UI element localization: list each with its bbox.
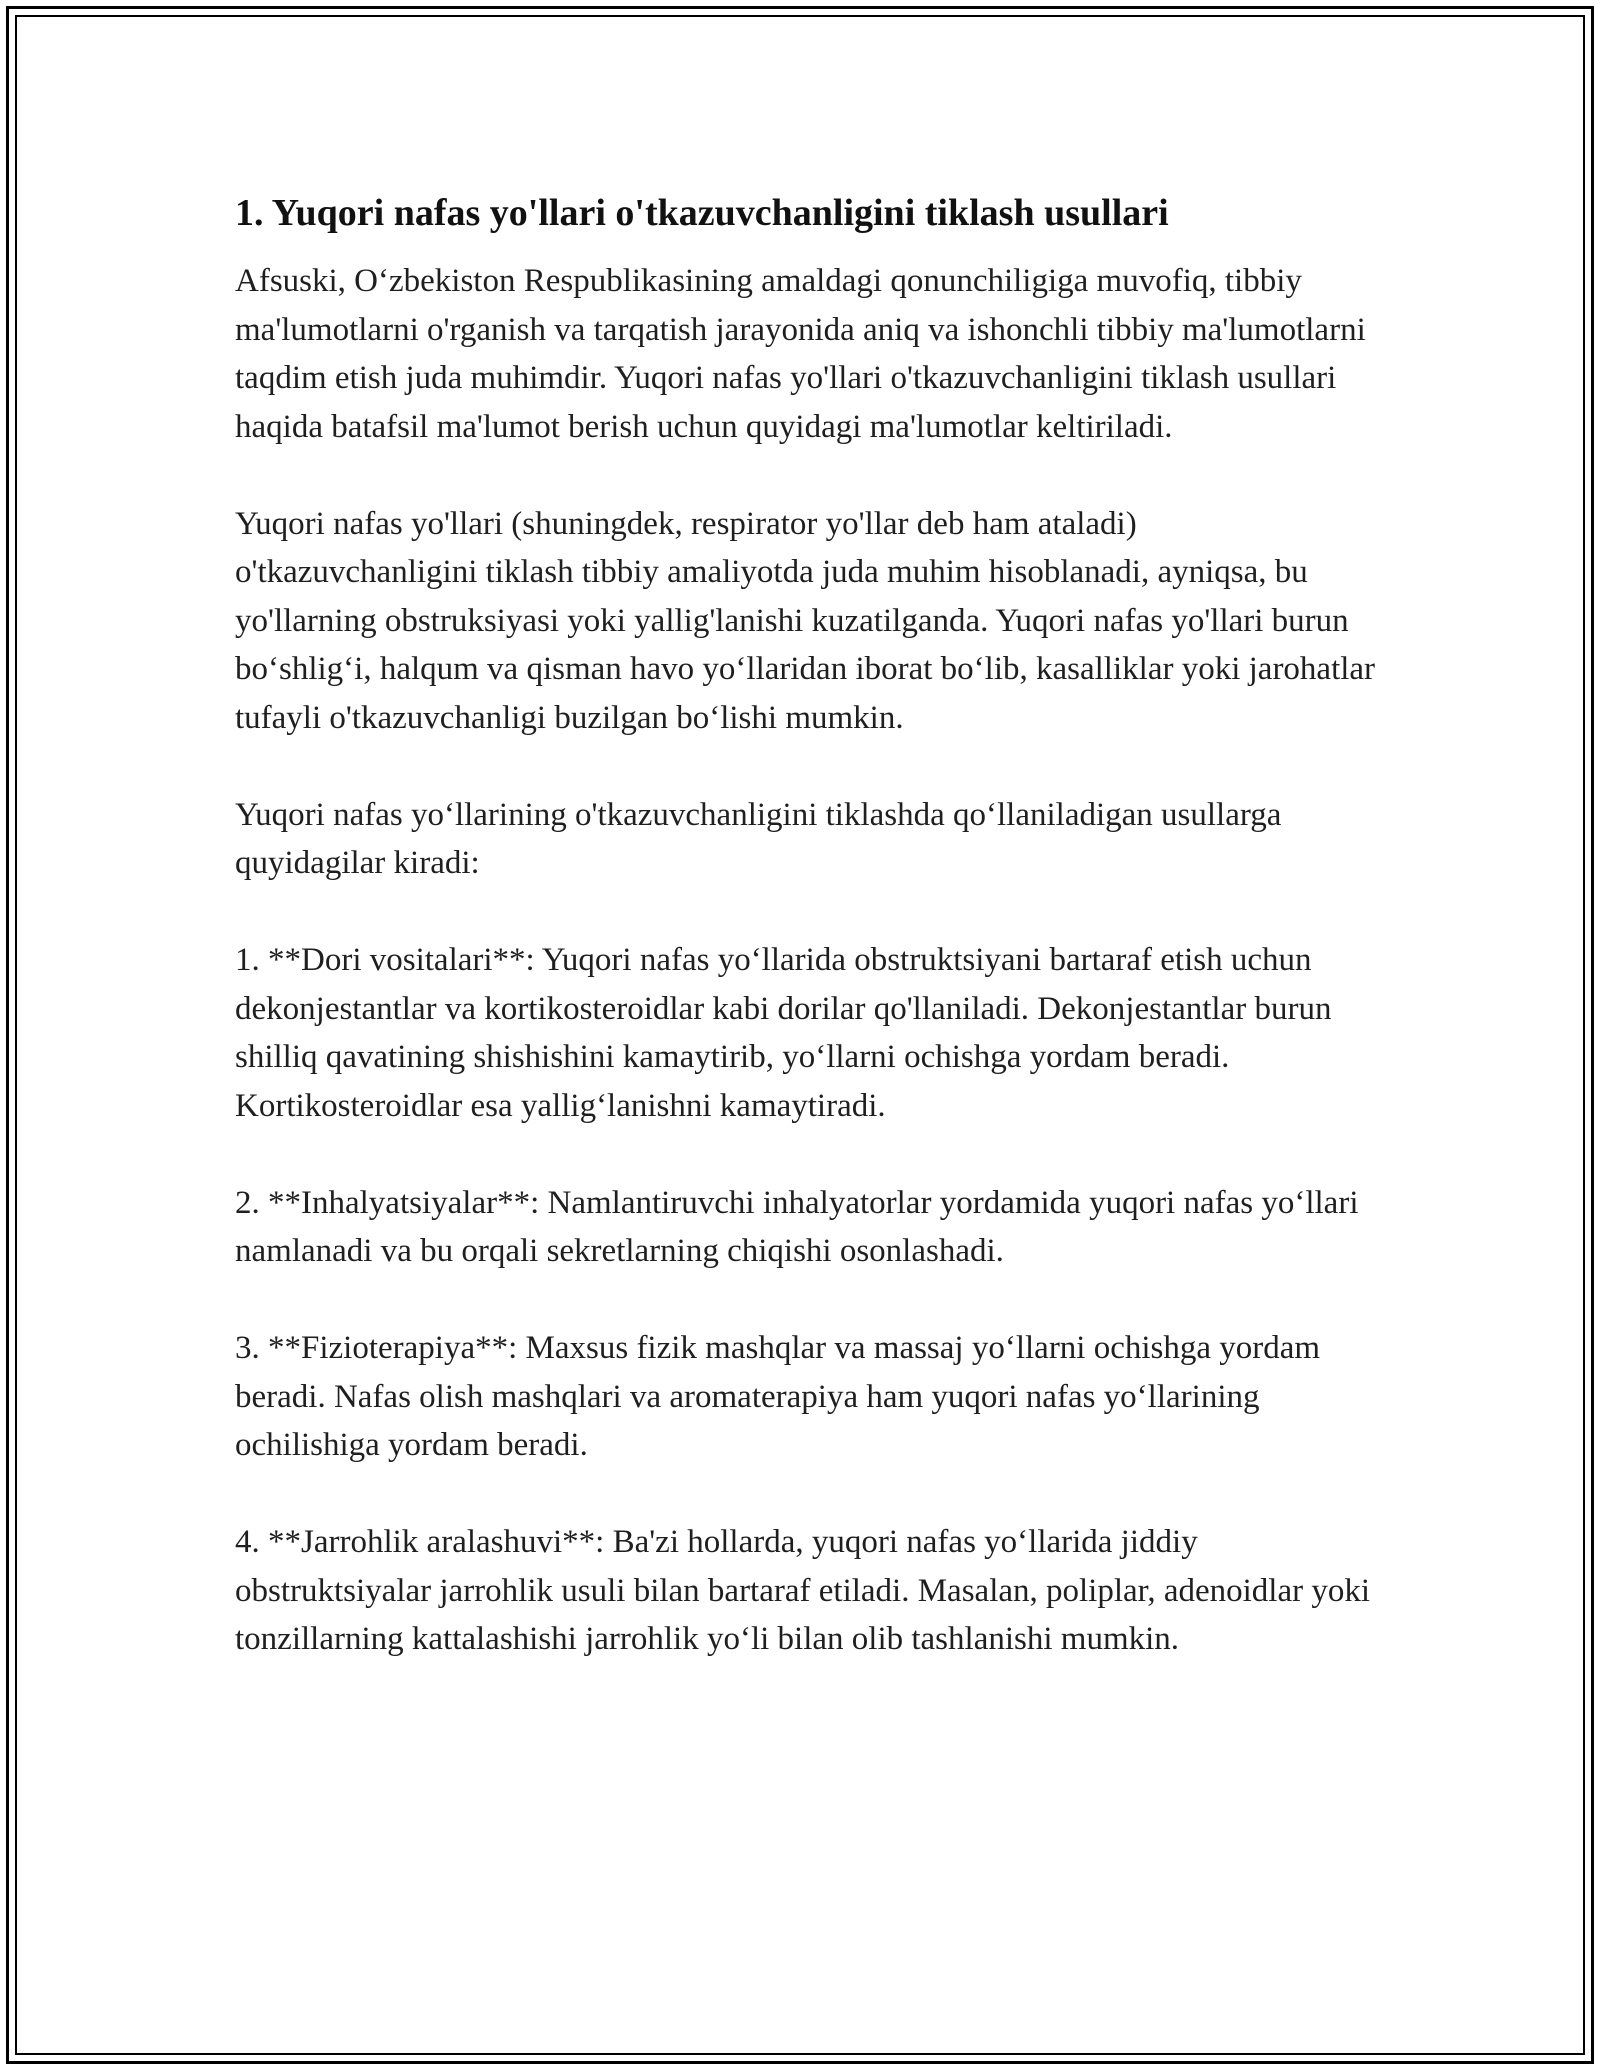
paragraph-overview: Yuqori nafas yo'llari (shuningdek, respirator yo'llar deb ham ataladi) o'tkazuvchanligini tiklash tibbiy amaliyotda juda muhim hisoblanadi, ayniqsa, bu yo'llarning obstruksiyasi yoki yallig'lanishi kuzatilganda. Yuqori nafas yo'llari burun bo‘shlig‘i, halqum va qisman havo yo‘llaridan iborat bo‘lib, kasalliklar yoki jarohatlar tufayli o'tkazuvchanligi buzilgan bo‘lishi mumkin. [235, 505, 1376, 736]
paragraph-methods-lead: Yuqori nafas yo‘llarining o'tkazuvchanligini tiklashda qo‘llaniladigan usullarga quyidagilar kiradi: [235, 796, 1282, 881]
document-title: 1. Yuqori nafas yo'llari o'tkazuvchanligini tiklash usullari [235, 192, 1169, 234]
list-item-surgery: 4. **Jarrohlik aralashuvi**: Ba'zi hollarda, yuqori nafas yo‘llarida jiddiy obstruktsiyalar jarrohlik usuli bilan bartaraf etiladi. Masalan, poliplar, adenoidlar yoki tonzillarning kattalashishi jarrohlik yo‘li bilan olib tashlanishi mumkin. [235, 1524, 1371, 1657]
paragraph-intro: Afsuski, O‘zbekiston Respublikasining amaldagi qonunchiligiga muvofiq, tibbiy ma'lumotlarni o'rganish va tarqatish jarayonida aniq va ishonchli tibbiy ma'lumotlarni taqdim etish juda muhimdir. Yuqori nafas yo'llari o'tkazuvchanligini tiklash usullari haqida batafsil ma'lumot berish uchun quyidagi ma'lumotlar keltiriladi. [235, 263, 1366, 445]
document-body [235, 185, 1385, 1712]
list-item-medications: 1. **Dori vositalari**: Yuqori nafas yo‘llarida obstruktsiyani bartaraf etish uchun dekonjestantlar va kortikosteroidlar kabi dorilar qo'llaniladi. Dekonjestantlar burun shilliq qavatining shishishini kamaytirib, yo‘llarni ochishga yordam beradi. Kortikosteroidlar esa yallig‘lanishni kamaytiradi. [235, 942, 1332, 1124]
list-item-physiotherapy: 3. **Fizioterapiya**: Maxsus fizik mashqlar va massaj yo‘llarni ochishga yordam beradi. Nafas olish mashqlari va aromaterapiya ham yuqori nafas yo‘llarining ochilishiga yordam beradi. [235, 1330, 1321, 1463]
list-item-inhalations: 2. **Inhalyatsiyalar**: Namlantiruvchi inhalyatorlar yordamida yuqori nafas yo‘llari namlanadi va bu orqali sekretlarning chiqishi osonlashadi. [235, 1184, 1359, 1269]
